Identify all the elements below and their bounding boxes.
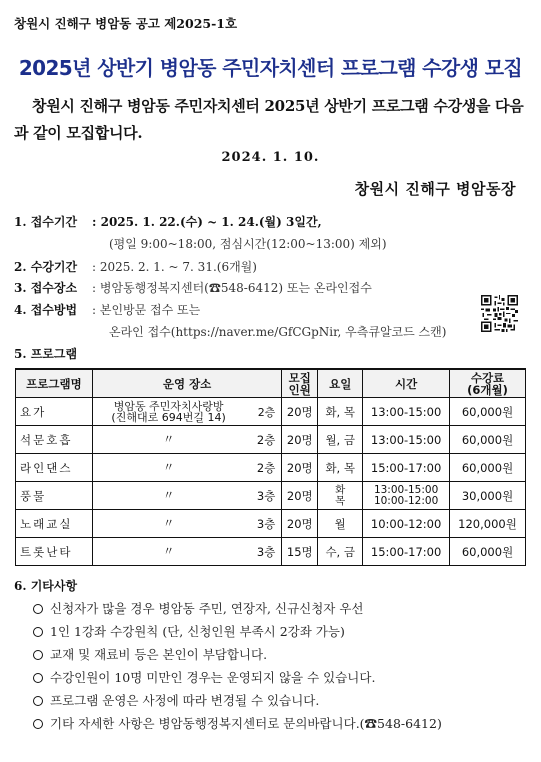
days-cell: 월, 금 (318, 426, 363, 454)
header-place: 운영 장소 (92, 369, 281, 398)
list-item (33, 597, 442, 620)
section-application-method (14, 300, 200, 320)
section-value: : 2025. 2. 1. ~ 7. 31.(6개월) (92, 260, 257, 274)
floor-text: 2층 (256, 460, 276, 475)
days-cell: 수, 금 (318, 538, 363, 566)
circle-bullet-icon (33, 627, 43, 637)
header-name: 프로그램명 (16, 369, 93, 398)
table-row (16, 398, 526, 426)
section-label: 3. 접수장소 (14, 281, 78, 295)
program-table (15, 368, 526, 566)
place-cell (92, 510, 281, 538)
section-course-period (14, 257, 257, 277)
note-text: 교재 및 재료비 등은 본인이 부담합니다. (50, 647, 268, 662)
time-cell: 15:00-17:00 (363, 538, 450, 566)
capacity-cell: 20명 (282, 510, 318, 538)
section-value: : 병암동행정복지센터(☎548-6412) 또는 온라인접수 (92, 281, 372, 295)
notice-number: 창원시 진해구 병암동 공고 제2025-1호 (14, 16, 238, 31)
place-cell (92, 426, 281, 454)
header-capacity: 모집 인원 (282, 369, 318, 398)
place-cell (92, 454, 281, 482)
section-label: 5. 프로그램 (14, 347, 78, 361)
program-name-cell: 노래교실 (16, 510, 93, 538)
section-application-period (14, 212, 322, 232)
fee-cell: 60,000원 (450, 426, 526, 454)
days-cell: 화, 목 (318, 398, 363, 426)
floor-text: 3층 (256, 544, 276, 559)
time-cell: 13:00-15:00 10:00-12:00 (363, 482, 450, 510)
program-name-cell: 풍물 (16, 482, 93, 510)
fee-cell: 60,000원 (450, 538, 526, 566)
floor-text: 2층 (257, 405, 276, 419)
section-note: 온라인 접수(https://naver.me/GfCGpNir, 우측큐알코드 스캔) (109, 325, 447, 339)
list-item (33, 689, 442, 712)
list-item (33, 620, 442, 643)
circle-bullet-icon (33, 673, 43, 683)
program-name-cell: 트롯난타 (16, 538, 93, 566)
time-cell: 10:00-12:00 (363, 510, 450, 538)
qr-code-icon[interactable] (481, 295, 518, 332)
place-text: 병암동 주민자치사랑방 (진해대로 694번길 14) (111, 399, 226, 424)
circle-bullet-icon (33, 650, 43, 660)
time-cell: 15:00-17:00 (363, 454, 450, 482)
header-time: 시간 (363, 369, 450, 398)
floor-text: 2층 (256, 432, 276, 447)
note-text: 1인 1강좌 수강원칙 (단, 신청인원 부족시 2강좌 가능) (50, 624, 345, 639)
place-text: 〃 (162, 432, 175, 446)
place-text: 〃 (162, 516, 175, 530)
capacity-cell: 20명 (282, 398, 318, 426)
fee-cell: 60,000원 (450, 398, 526, 426)
capacity-cell: 20명 (282, 482, 318, 510)
section-label: 1. 접수기간 (14, 215, 78, 229)
section-value: : 2025. 1. 22.(수) ~ 1. 24.(월) 3일간, (92, 215, 322, 229)
table-row (16, 510, 526, 538)
page-title: 2025년 상반기 병암동 주민자치센터 프로그램 수강생 모집 (18, 56, 523, 80)
fee-cell: 60,000원 (450, 454, 526, 482)
place-cell (92, 398, 281, 426)
floor-text: 3층 (256, 516, 276, 531)
list-item (33, 643, 442, 666)
circle-bullet-icon (33, 696, 43, 706)
circle-bullet-icon (33, 604, 43, 614)
note-text: 프로그램 운영은 사정에 따라 변경될 수 있습니다. (50, 693, 320, 708)
place-text: 〃 (162, 460, 175, 474)
table-row (16, 454, 526, 482)
time-cell: 13:00-15:00 (363, 426, 450, 454)
note-text: 기타 자세한 사항은 병암동행정복지센터로 문의바랍니다.(☎548-6412) (50, 716, 442, 731)
list-item (33, 666, 442, 689)
issuer-name: 창원시 진해구 병암동장 (354, 180, 516, 198)
section-label: 2. 수강기간 (14, 260, 78, 274)
days-cell: 화, 목 (318, 454, 363, 482)
days-cell: 화 목 (318, 482, 363, 510)
capacity-cell: 15명 (282, 538, 318, 566)
fee-cell: 120,000원 (450, 510, 526, 538)
table-row (16, 482, 526, 510)
table-row (16, 538, 526, 566)
notes-list (33, 597, 442, 735)
place-cell (92, 538, 281, 566)
list-item (33, 712, 442, 735)
section-application-place (14, 278, 372, 298)
circle-bullet-icon (33, 719, 43, 729)
program-name-cell: 석문호흡 (16, 426, 93, 454)
program-name-cell: 요가 (16, 398, 93, 426)
header-days: 요일 (318, 369, 363, 398)
intro-paragraph: 창원시 진해구 병암동 주민자치센터 2025년 상반기 프로그램 수강생을 다음과 같이 모집합니다. (14, 97, 524, 142)
capacity-cell: 20명 (282, 426, 318, 454)
capacity-cell: 20명 (282, 454, 318, 482)
table-header-row (16, 369, 526, 398)
table-row (16, 426, 526, 454)
place-cell (92, 482, 281, 510)
fee-cell: 30,000원 (450, 482, 526, 510)
notice-date: 2024. 1. 10. (221, 150, 320, 165)
note-text: 수강인원이 10명 미만인 경우는 운영되지 않을 수 있습니다. (50, 670, 376, 685)
note-text: 신청자가 많을 경우 병암동 주민, 연장자, 신규신청자 우선 (50, 601, 364, 616)
section-note: (평일 9:00~18:00, 점심시간(12:00~13:00) 제외) (109, 237, 387, 251)
section-label: 6. 기타사항 (14, 579, 78, 593)
place-text: 〃 (162, 488, 175, 502)
time-cell: 13:00-15:00 (363, 398, 450, 426)
place-text: 〃 (162, 544, 175, 558)
header-fee: 수강료 (6개월) (450, 369, 526, 398)
floor-text: 3층 (256, 488, 276, 503)
section-value: : 본인방문 접수 또는 (92, 303, 201, 317)
program-name-cell: 라인댄스 (16, 454, 93, 482)
days-cell: 월 (318, 510, 363, 538)
section-label: 4. 접수방법 (14, 303, 78, 317)
